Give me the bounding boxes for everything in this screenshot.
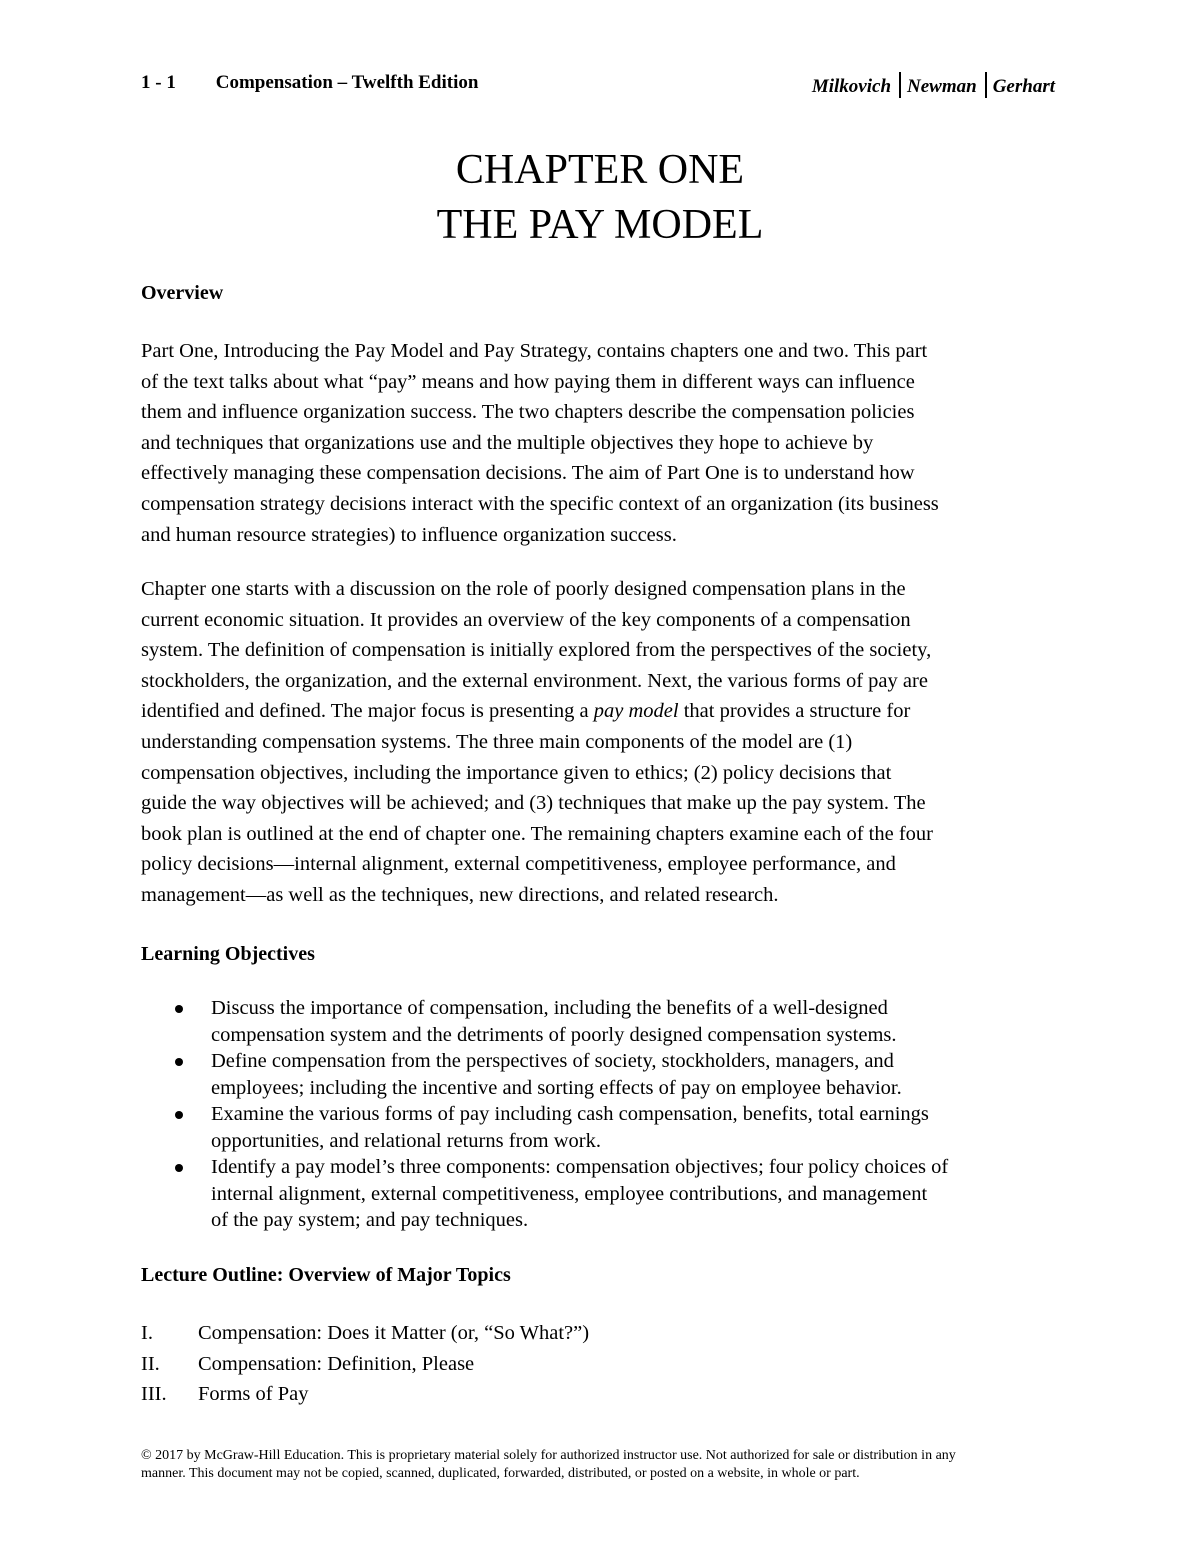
text-line: opportunities, and relational returns from work.: [211, 1129, 601, 1152]
footer-line: © 2017 by McGraw-Hill Education. This is proprietary material solely for authorized instructor use. Not authorized for sale or distribution in any: [141, 1448, 956, 1463]
outline-text: Compensation: Does it Matter (or, “So What?”): [198, 1322, 590, 1344]
overview-paragraph-2: [141, 574, 1061, 911]
text-line: policy decisions—internal alignment, external competitiveness, employee performance, and: [141, 853, 896, 876]
author-separator: [985, 72, 987, 98]
text-line: book plan is outlined at the end of chapter one. The remaining chapters examine each of the four: [141, 822, 934, 845]
text-line: them and influence organization success. The two chapters describe the compensation policies: [141, 401, 915, 424]
bullet-icon: [175, 1111, 183, 1119]
text-line: Examine the various forms of pay including cash compensation, benefits, total earnings: [211, 1103, 929, 1125]
emphasized-term: pay model: [593, 700, 679, 723]
text-line: compensation objectives, including the importance given to ethics; (2) policy decisions that: [141, 761, 892, 784]
outline-number: I.: [141, 1322, 153, 1344]
overview-paragraph-1: [141, 336, 1061, 550]
author-name: Gerhart: [992, 76, 1055, 97]
author-name: Newman: [907, 76, 977, 97]
chapter-title: [0, 143, 1200, 253]
book-title: Compensation – Twelfth Edition: [215, 72, 479, 93]
text-line: Chapter one starts with a discussion on the role of poorly designed compensation plans in the: [141, 578, 906, 600]
list-item: [141, 1349, 589, 1380]
overview-heading: Overview: [141, 282, 224, 304]
text-line: Identify a pay model’s three components: compensation objectives; four policy choices of: [211, 1156, 949, 1178]
list-item: [141, 1318, 589, 1349]
author-name: Milkovich: [811, 76, 892, 97]
text-line: and human resource strategies) to influence organization success.: [141, 523, 677, 546]
text-line: compensation system and the detriments of poorly designed compensation systems.: [211, 1023, 897, 1046]
text-line: understanding compensation systems. The three main components of the model are (1): [141, 730, 853, 753]
chapter-name: THE PAY MODEL: [436, 202, 764, 248]
list-item: [141, 995, 1071, 1048]
text-segment: that provides a structure for: [678, 700, 911, 723]
text-line: management—as well as the techniques, new directions, and related research.: [141, 883, 779, 906]
outline-number: II.: [141, 1352, 160, 1375]
text-segment: identified and defined. The major focus is presenting a: [141, 700, 594, 723]
text-line: [141, 696, 1061, 727]
text-line: of the text talks about what “pay” means and how paying them in different ways can influence: [141, 370, 915, 393]
author-separator: [899, 72, 901, 98]
lecture-outline-list: [141, 1318, 589, 1410]
outline-number: III.: [141, 1383, 167, 1406]
learning-objectives-list: [141, 995, 1071, 1234]
text-line: guide the way objectives will be achieved; and (3) techniques that make up the pay system. The: [141, 792, 926, 815]
text-line: system. The definition of compensation is initially explored from the perspectives of the society,: [141, 639, 932, 662]
text-line: compensation strategy decisions interact with the specific context of an organization (its business: [141, 492, 939, 515]
outline-text: Forms of Pay: [198, 1383, 309, 1406]
text-line: and techniques that organizations use and the multiple objectives they hope to achieve by: [141, 431, 874, 454]
text-line: stockholders, the organization, and the external environment. Next, the various forms of pay are: [141, 669, 928, 692]
running-header: [141, 70, 1055, 100]
bullet-icon: [175, 1005, 183, 1013]
header-authors: [812, 72, 1055, 98]
list-item: [141, 1379, 589, 1410]
list-item: [141, 1048, 1071, 1101]
text-line: of the pay system; and pay techniques.: [211, 1209, 529, 1231]
chapter-number: CHAPTER ONE: [455, 147, 745, 193]
learning-objectives-heading: Learning Objectives: [141, 943, 315, 965]
outline-text: Compensation: Definition, Please: [198, 1352, 475, 1375]
text-line: effectively managing these compensation decisions. The aim of Part One is to understand how: [141, 462, 915, 485]
bullet-icon: [175, 1164, 183, 1172]
page-number: 1 - 1: [141, 72, 176, 93]
footer-line: manner. This document may not be copied, scanned, duplicated, forwarded, distributed, or posted on a website, in whole or part.: [141, 1466, 860, 1481]
list-item: [141, 1154, 1071, 1234]
text-line: Discuss the importance of compensation, including the benefits of a well-designed: [211, 997, 888, 1019]
bullet-icon: [175, 1058, 183, 1066]
list-item: [141, 1101, 1071, 1154]
text-line: current economic situation. It provides an overview of the key components of a compensation: [141, 608, 911, 631]
lecture-outline-heading: Lecture Outline: Overview of Major Topics: [141, 1264, 511, 1286]
text-line: employees; including the incentive and sorting effects of pay on employee behavior.: [211, 1076, 902, 1099]
text-line: internal alignment, external competitiveness, employee contributions, and management: [211, 1182, 928, 1205]
copyright-footer: [141, 1447, 1071, 1483]
header-left: [141, 72, 478, 94]
text-line: Part One, Introducing the Pay Model and Pay Strategy, contains chapters one and two. This part: [141, 340, 928, 362]
text-line: Define compensation from the perspectives of society, stockholders, managers, and: [211, 1050, 894, 1072]
